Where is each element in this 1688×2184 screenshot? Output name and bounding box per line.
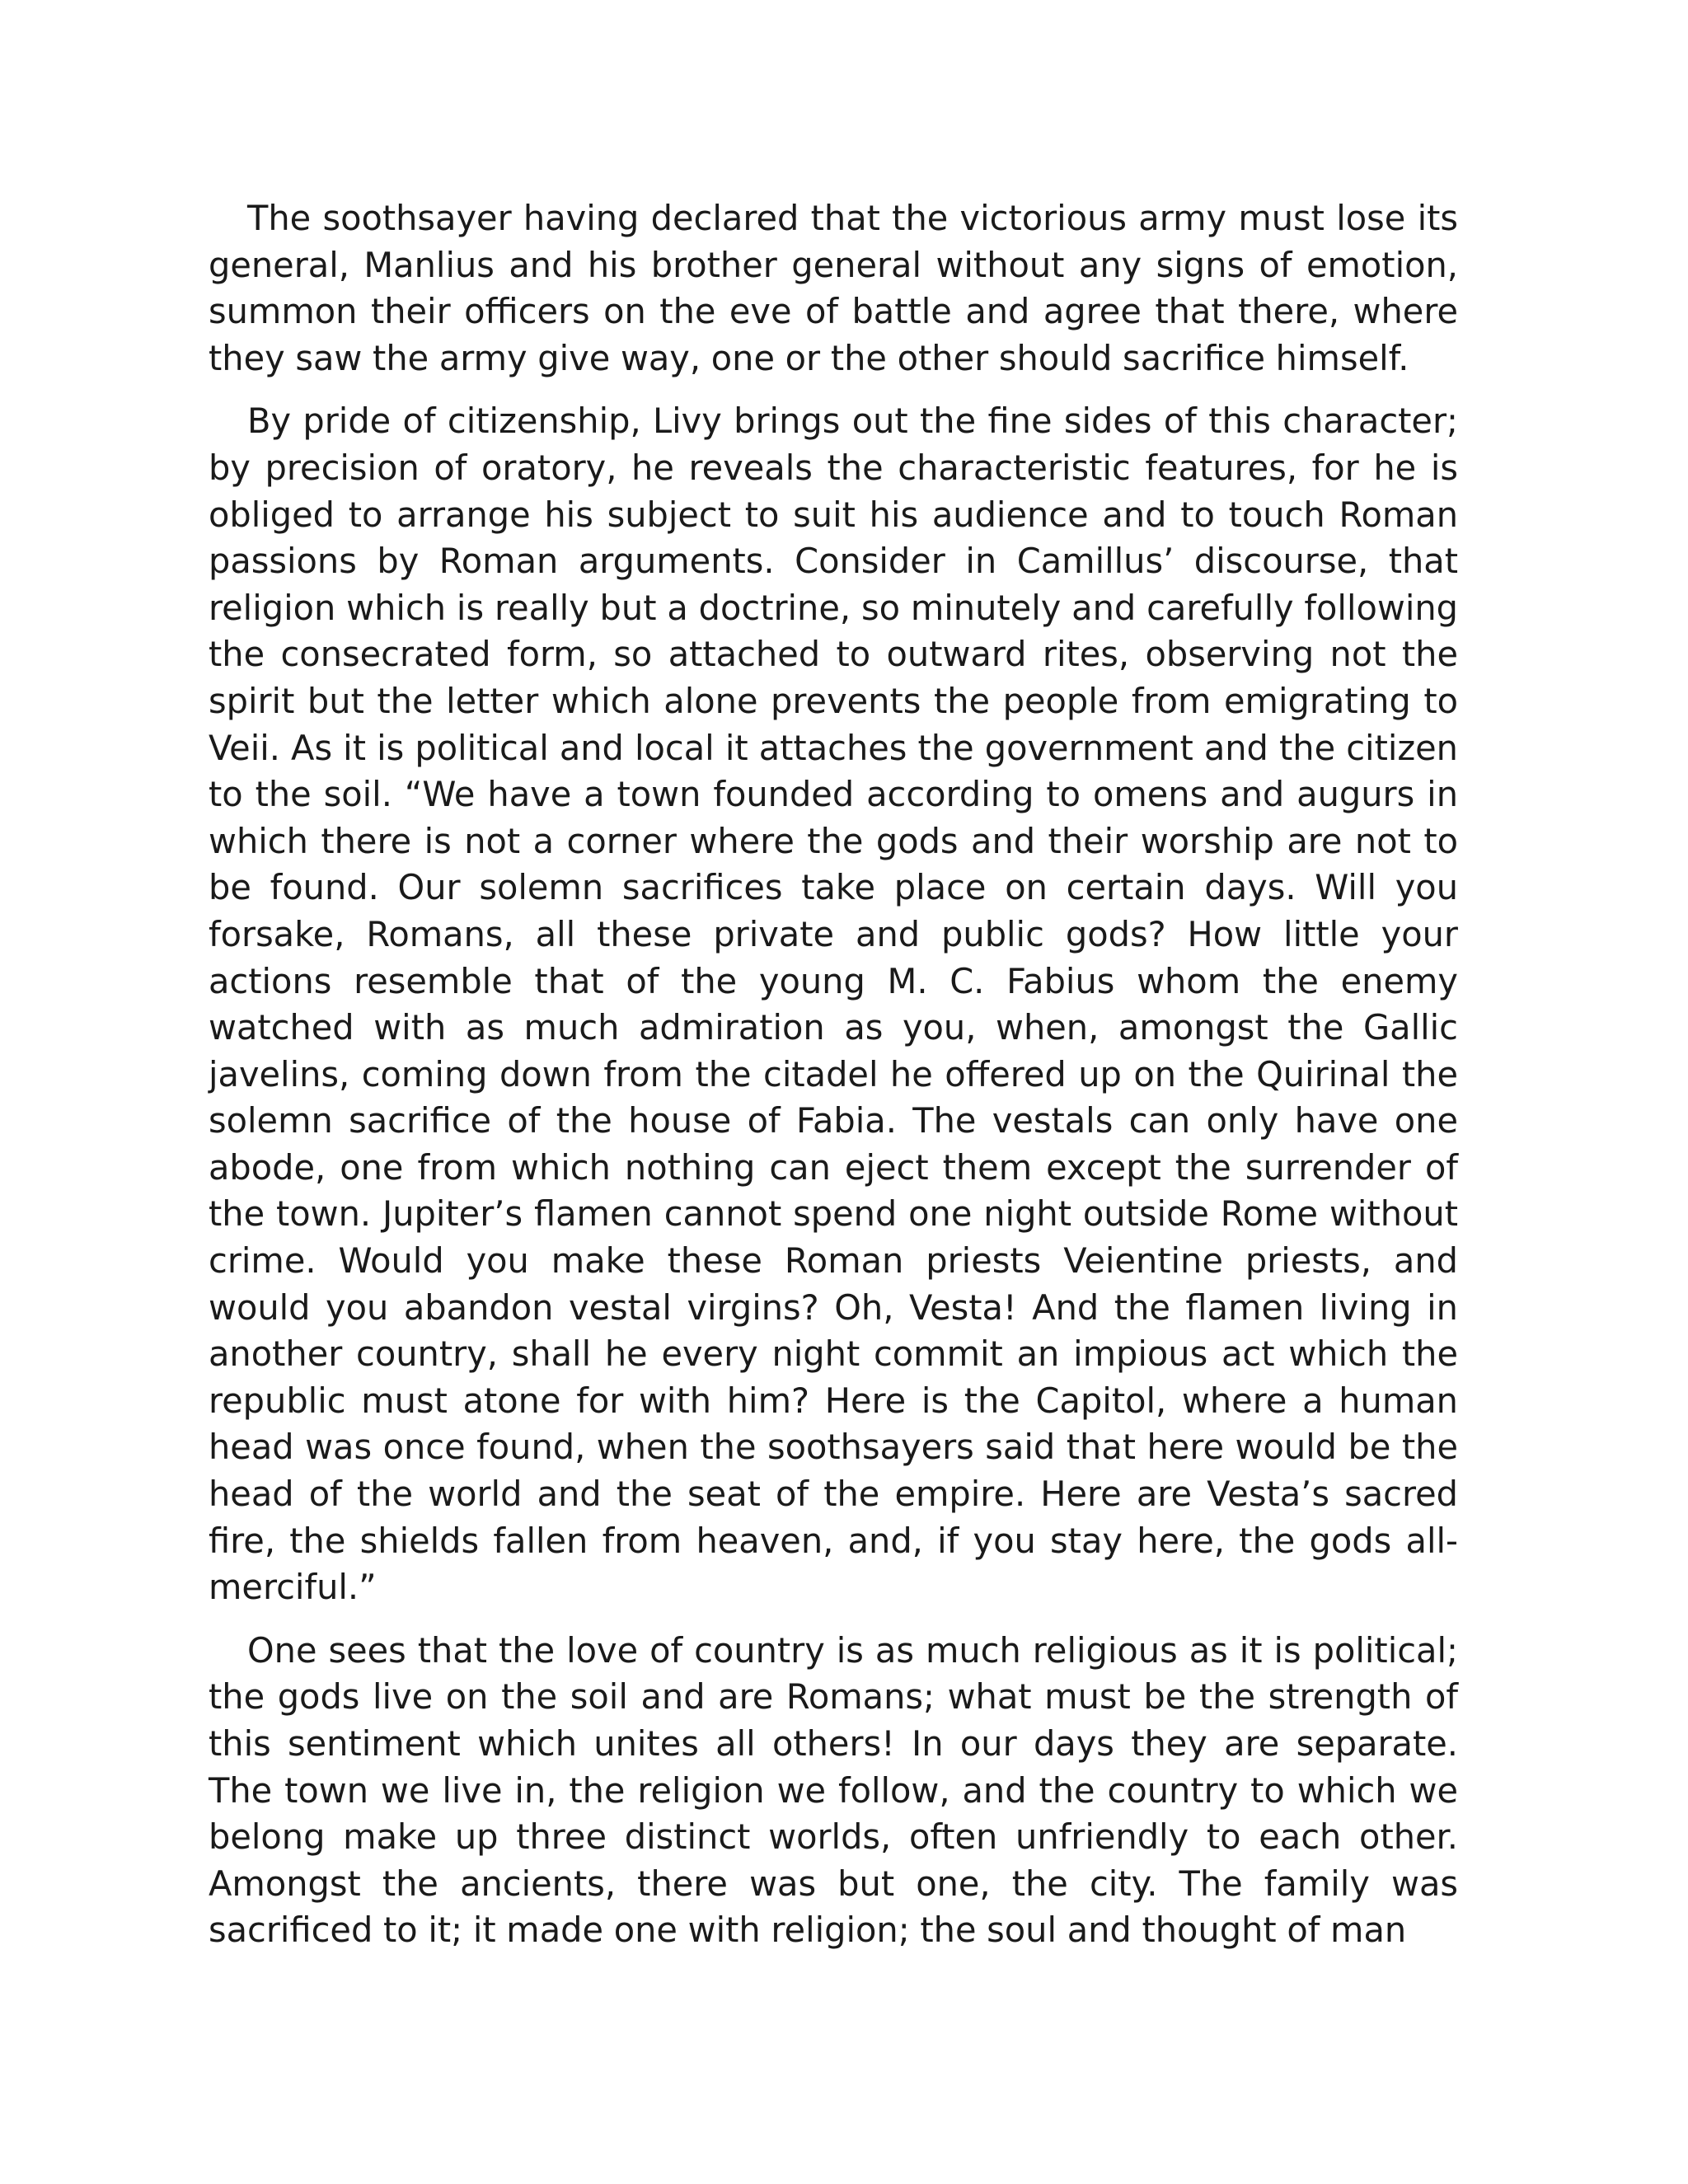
paragraph-3: One sees that the love of country is as much religious as it is political; the gods live on the soil and are Romans; what must be the strength of this sentiment which unites all others! In our days they are separate. The town we live in, the religion we follow, and the country to which we belong make up three distinct worlds, often unfriendly to each other. Amongst the ancients, there was but one, the city. The family was sacrificed to it; it made one with religion; the soul and thought of man [209, 1629, 1458, 1951]
paragraph-1: The soothsayer having declared that the victorious army must lose its general, Manlius and his brother general without any signs of emotion, summon their officers on the eve of battle and agree that there, where they saw the army give way, one or the other should sacrifice himself. [209, 198, 1458, 378]
page-body [209, 195, 1458, 1971]
paragraph-2: By pride of citizenship, Livy brings out the fine sides of this character; by precision of oratory, he reveals the characteristic features, for he is obliged to arrange his subject to suit his audience and to touch Roman passions by Roman arguments. Consider in Camillus’ discourse, that religion which is really but a doctrine, so minutely and carefully following the consecrated form, so attached to outward rites, observing not the spirit but the letter which alone prevents the people from emigrating to Veii. As it is political and local it attaches the government and the citizen to the soil. “We have a town founded according to omens and augurs in which there is not a corner where the gods and their worship are not to be found. Our solemn sacrifices take place on certain days. Will you forsake, Romans, all these private and public gods? How little your actions resemble that of the young M. C. Fabius whom the enemy watched with as much admiration as you, when, amongst the Gallic javelins, coming down from the citadel he offered up on the Quirinal the solemn sacrifice of the house of Fabia. The vestals can only have one abode, one from which nothing can eject them except the surrender of the town. Jupiter’s flamen cannot spend one night outside Rome without crime. Would you make these Roman priests Veientine priests, and would you abandon vestal virgins? Oh, Vesta! And the flamen living in another country, shall he every night commit an impious act which the republic must atone for with him? Here is the Capitol, where a human head was once found, when the soothsayers said that here would be the head of the world and the seat of the empire. Here are Vesta’s sacred fire, the shields fallen from heaven, and, if you stay here, the gods all-merciful.” [209, 401, 1458, 1608]
